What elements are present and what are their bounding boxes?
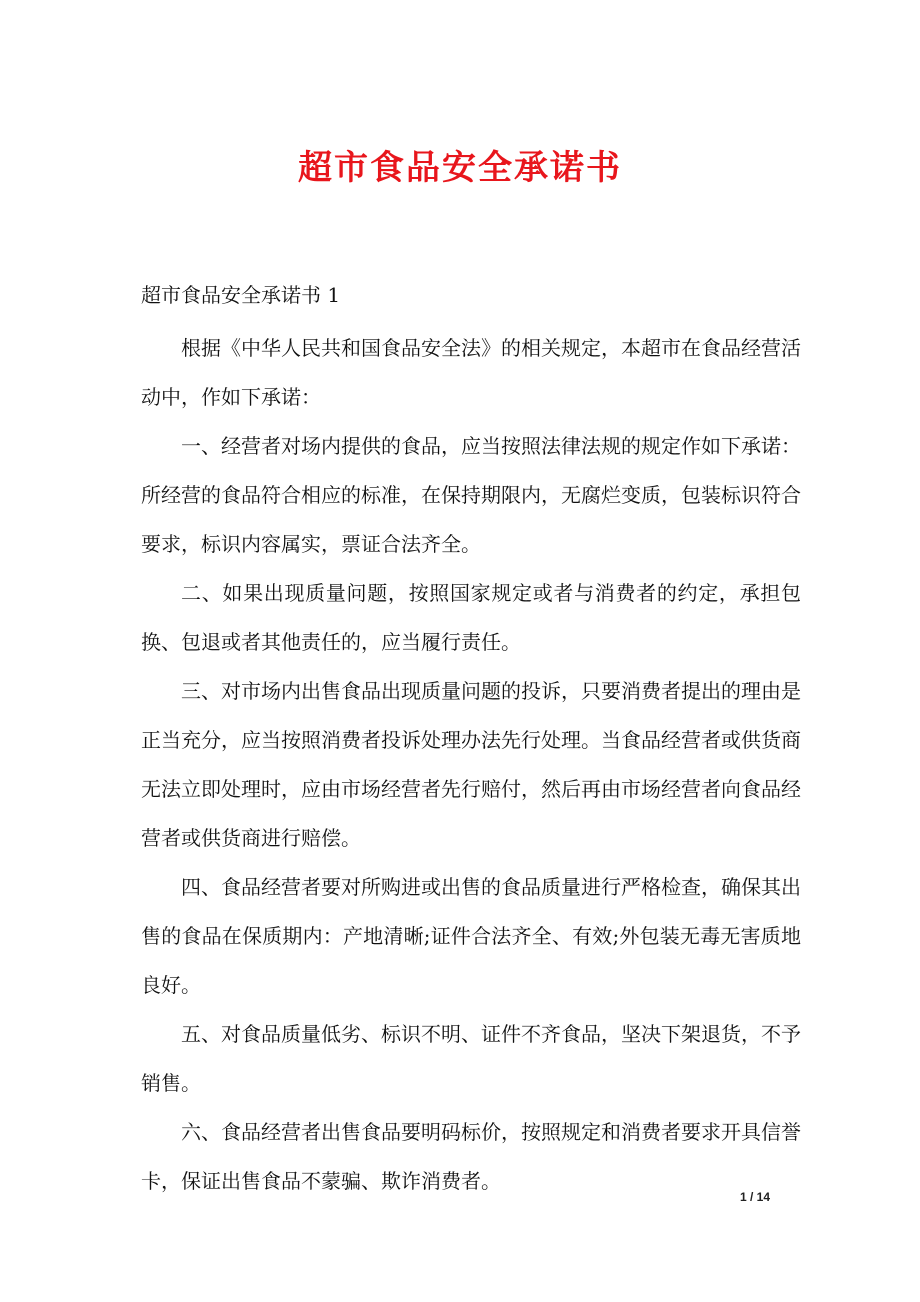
page-number: 1 / 14 bbox=[740, 1190, 771, 1204]
paragraph-item-2: 二、如果出现质量问题，按照国家规定或者与消费者的约定，承担包换、包退或者其他责任的，应当履行责任。 bbox=[141, 581, 801, 654]
paragraph-item-4: 四、食品经营者要对所购进或出售的食品质量进行严格检查，确保其出售的食品在保质期内：产地清晰;证件合法齐全、有效;外包装无毒无害质地良好。 bbox=[141, 875, 801, 997]
section-heading: 超市食品安全承诺书 1 bbox=[141, 283, 341, 307]
paragraph-intro: 根据《中华人民共和国食品安全法》的相关规定，本超市在食品经营活动中，作如下承诺： bbox=[141, 336, 801, 409]
paragraph-item-6: 六、食品经营者出售食品要明码标价，按照规定和消费者要求开具信誉卡，保证出售食品不蒙骗、欺诈消费者。 bbox=[141, 1120, 801, 1193]
document-title: 超市食品安全承诺书 bbox=[298, 148, 622, 188]
paragraph-item-3: 三、对市场内出售食品出现质量问题的投诉，只要消费者提出的理由是正当充分，应当按照消费者投诉处理办法先行处理。当食品经营者或供货商无法立即处理时，应由市场经营者先行赔付，然后再由市场经营者向食品经营者或供货商进行赔偿。 bbox=[141, 679, 801, 850]
paragraph-item-1: 一、经营者对场内提供的食品，应当按照法律法规的规定作如下承诺：所经营的食品符合相应的标准，在保持期限内，无腐烂变质，包装标识符合要求，标识内容属实，票证合法齐全。 bbox=[141, 434, 801, 556]
paragraph-item-5: 五、对食品质量低劣、标识不明、证件不齐食品，坚决下架退货，不予销售。 bbox=[141, 1022, 801, 1095]
document-body bbox=[141, 324, 801, 1206]
